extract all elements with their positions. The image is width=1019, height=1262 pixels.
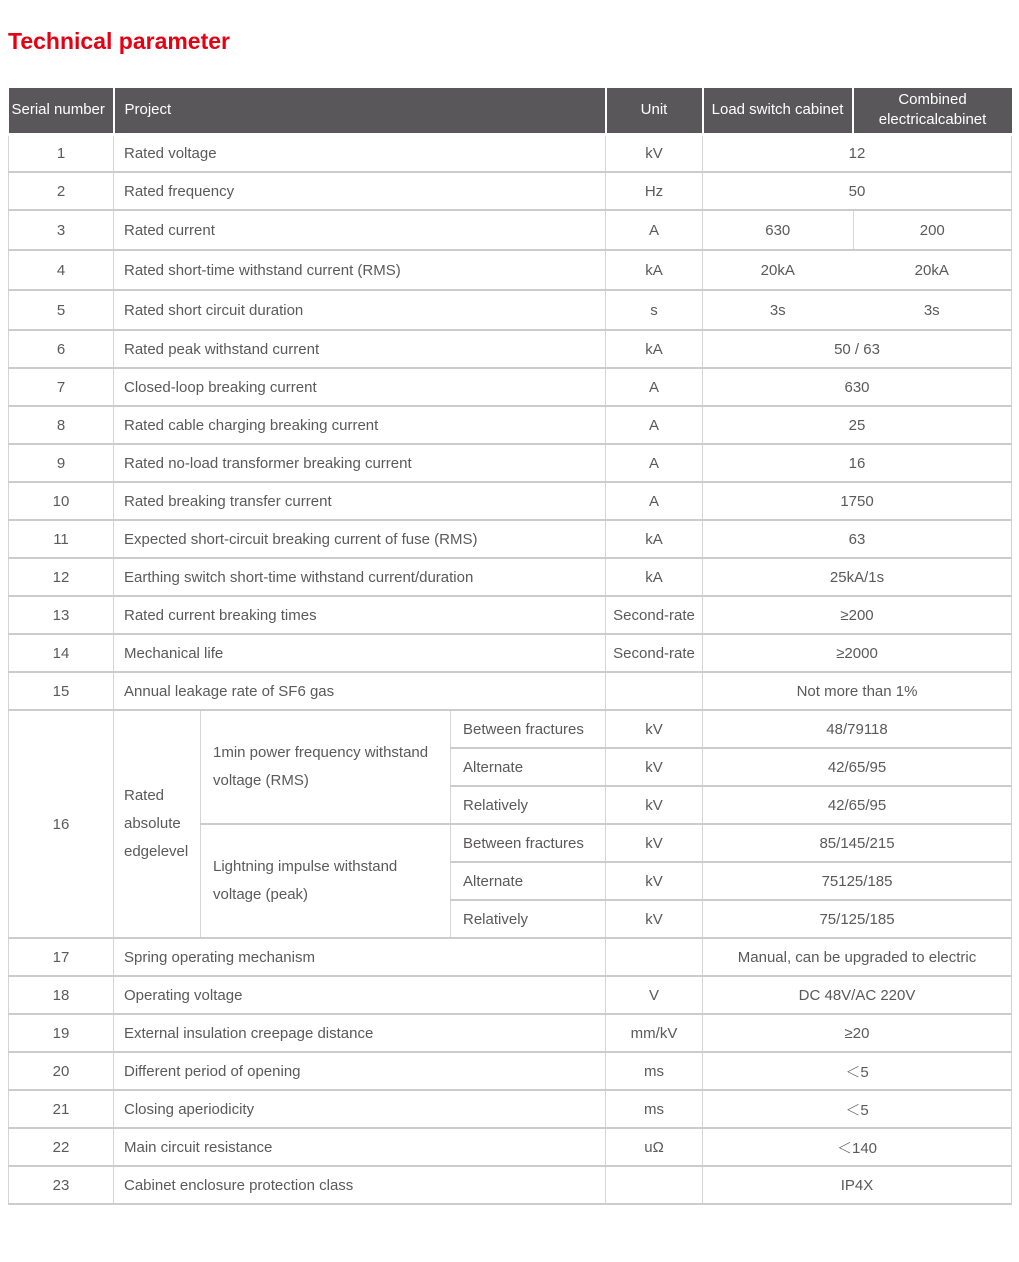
- serial-cell: 15: [9, 672, 114, 710]
- value-cell: 48/79118: [703, 710, 1012, 748]
- value-cell: 75125/185: [703, 862, 1012, 900]
- project-cell: Rated short circuit duration: [114, 290, 606, 330]
- unit-cell: A: [606, 368, 703, 406]
- table-header-row: [9, 88, 1012, 134]
- serial-cell: 2: [9, 172, 114, 210]
- value-cell: 25: [703, 406, 1012, 444]
- value-cell: DC 48V/AC 220V: [703, 976, 1012, 1014]
- unit-cell: A: [606, 406, 703, 444]
- table-row: [9, 250, 1012, 290]
- project-cell: Operating voltage: [114, 976, 606, 1014]
- table-row: [9, 634, 1012, 672]
- row16-sub-name: Relatively: [451, 786, 606, 824]
- project-cell: Main circuit resistance: [114, 1128, 606, 1166]
- table-row-16: [9, 710, 1012, 748]
- project-cell: Rated current: [114, 210, 606, 250]
- project-cell: Closing aperiodicity: [114, 1090, 606, 1128]
- serial-cell: 9: [9, 444, 114, 482]
- table-row: [9, 172, 1012, 210]
- serial-cell: 5: [9, 290, 114, 330]
- value-cell: 75/125/185: [703, 900, 1012, 938]
- row16-sub-name: Between fractures: [451, 710, 606, 748]
- project-cell: Rated current breaking times: [114, 596, 606, 634]
- value-split: [703, 211, 1011, 249]
- row16-sub-name: Alternate: [451, 862, 606, 900]
- value-cell: 85/145/215: [703, 824, 1012, 862]
- unit-cell: Hz: [606, 172, 703, 210]
- unit-cell: [606, 938, 703, 976]
- serial-cell: 10: [9, 482, 114, 520]
- table-row: [9, 482, 1012, 520]
- serial-cell: 4: [9, 250, 114, 290]
- value-cell: ≥200: [703, 596, 1012, 634]
- technical-parameter-table: [8, 88, 1012, 1205]
- unit-cell: kA: [606, 330, 703, 368]
- value-cell: 12: [703, 134, 1012, 172]
- unit-cell: mm/kV: [606, 1014, 703, 1052]
- row16-sub-name: Relatively: [451, 900, 606, 938]
- project-cell: Spring operating mechanism: [114, 938, 606, 976]
- value-load-switch: 3s: [769, 301, 786, 319]
- value-combined: 3s: [923, 301, 940, 319]
- project-cell: Closed-loop breaking current: [114, 368, 606, 406]
- value-cell: 1750: [703, 482, 1012, 520]
- table-row: [9, 210, 1012, 250]
- value-split-cell: [703, 210, 1012, 250]
- value-cell: Manual, can be upgraded to electric: [703, 938, 1012, 976]
- serial-cell: 17: [9, 938, 114, 976]
- unit-cell: ms: [606, 1052, 703, 1090]
- value-cell: 42/65/95: [703, 786, 1012, 824]
- unit-cell: kV: [606, 748, 703, 786]
- value-load-switch: 20kA: [760, 261, 795, 279]
- project-cell: Earthing switch short-time withstand current/duration: [114, 558, 606, 596]
- value-cell: Not more than 1%: [703, 672, 1012, 710]
- serial-cell: 21: [9, 1090, 114, 1128]
- table-row: [9, 290, 1012, 330]
- unit-cell: uΩ: [606, 1128, 703, 1166]
- header-combined-electrical-cabinet: Combined electricalcabinet: [853, 88, 1012, 134]
- value-cell: 63: [703, 520, 1012, 558]
- unit-cell: A: [606, 444, 703, 482]
- header-project: Project: [114, 88, 606, 134]
- unit-cell: kV: [606, 786, 703, 824]
- value-cell: 42/65/95: [703, 748, 1012, 786]
- value-split-cell: [703, 290, 1012, 330]
- serial-cell: 8: [9, 406, 114, 444]
- project-cell: Rated no-load transformer breaking current: [114, 444, 606, 482]
- unit-cell: [606, 672, 703, 710]
- serial-cell: 6: [9, 330, 114, 368]
- unit-cell: A: [606, 210, 703, 250]
- header-unit: Unit: [606, 88, 703, 134]
- unit-cell: kA: [606, 558, 703, 596]
- table-row: [9, 1052, 1012, 1090]
- serial-cell: 3: [9, 210, 114, 250]
- table-row: [9, 938, 1012, 976]
- value-cell: 16: [703, 444, 1012, 482]
- project-cell: External insulation creepage distance: [114, 1014, 606, 1052]
- table-row: [9, 596, 1012, 634]
- table-row: [9, 1090, 1012, 1128]
- unit-cell: A: [606, 482, 703, 520]
- project-cell: Rated voltage: [114, 134, 606, 172]
- value-split: [703, 251, 1011, 289]
- value-load-switch: 630: [765, 221, 791, 239]
- project-cell: Different period of opening: [114, 1052, 606, 1090]
- row16-sub-name: Between fractures: [451, 824, 606, 862]
- serial-cell: 13: [9, 596, 114, 634]
- value-cell: 50 / 63: [703, 330, 1012, 368]
- serial-cell: 1: [9, 134, 114, 172]
- project-cell: Expected short-circuit breaking current of fuse (RMS): [114, 520, 606, 558]
- table-row: [9, 134, 1012, 172]
- row16-subgroup-label: 1min power frequency withstand voltage (RMS): [201, 710, 451, 824]
- serial-cell: 20: [9, 1052, 114, 1090]
- project-cell: Cabinet enclosure protection class: [114, 1166, 606, 1204]
- serial-cell: 19: [9, 1014, 114, 1052]
- serial-cell: 11: [9, 520, 114, 558]
- page-title: Technical parameter: [8, 28, 231, 54]
- value-split: [703, 291, 1011, 329]
- table-row: [9, 1166, 1012, 1204]
- serial-cell: 16: [9, 710, 114, 938]
- value-combined: 20kA: [914, 261, 949, 279]
- unit-cell: kA: [606, 520, 703, 558]
- project-cell: Rated cable charging breaking current: [114, 406, 606, 444]
- unit-cell: kV: [606, 824, 703, 862]
- table-row: [9, 1014, 1012, 1052]
- row16-sub-name: Alternate: [451, 748, 606, 786]
- project-cell: Rated peak withstand current: [114, 330, 606, 368]
- table-row: [9, 672, 1012, 710]
- unit-cell: [606, 1166, 703, 1204]
- project-cell: Rated breaking transfer current: [114, 482, 606, 520]
- table-row: [9, 330, 1012, 368]
- unit-cell: kV: [606, 710, 703, 748]
- serial-cell: 18: [9, 976, 114, 1014]
- value-cell: ≥20: [703, 1014, 1012, 1052]
- unit-cell: kV: [606, 900, 703, 938]
- table-row: [9, 406, 1012, 444]
- table-row: [9, 368, 1012, 406]
- table-row: [9, 444, 1012, 482]
- serial-cell: 22: [9, 1128, 114, 1166]
- value-cell: ＜5: [703, 1090, 1012, 1128]
- table-row: [9, 520, 1012, 558]
- unit-cell: ms: [606, 1090, 703, 1128]
- value-combined: 200: [853, 211, 1011, 249]
- unit-cell: s: [606, 290, 703, 330]
- unit-cell: Second-rate: [606, 596, 703, 634]
- project-cell: Rated short-time withstand current (RMS): [114, 250, 606, 290]
- serial-cell: 23: [9, 1166, 114, 1204]
- serial-cell: 14: [9, 634, 114, 672]
- serial-cell: 12: [9, 558, 114, 596]
- table-row: [9, 1128, 1012, 1166]
- project-cell: Mechanical life: [114, 634, 606, 672]
- row16-subgroup-label: Lightning impulse withstand voltage (peak): [201, 824, 451, 938]
- value-cell: 630: [703, 368, 1012, 406]
- unit-cell: V: [606, 976, 703, 1014]
- unit-cell: kV: [606, 134, 703, 172]
- header-load-switch-cabinet: Load switch cabinet: [703, 88, 853, 134]
- value-split-cell: [703, 250, 1012, 290]
- table-row: [9, 976, 1012, 1014]
- unit-cell: kA: [606, 250, 703, 290]
- value-cell: ＜5: [703, 1052, 1012, 1090]
- value-cell: 50: [703, 172, 1012, 210]
- project-cell: Annual leakage rate of SF6 gas: [114, 672, 606, 710]
- unit-cell: kV: [606, 862, 703, 900]
- unit-cell: Second-rate: [606, 634, 703, 672]
- header-serial-number: Serial number: [9, 88, 114, 134]
- table-row: [9, 558, 1012, 596]
- value-cell: IP4X: [703, 1166, 1012, 1204]
- value-cell: 25kA/1s: [703, 558, 1012, 596]
- value-cell: ≥2000: [703, 634, 1012, 672]
- project-cell: Rated frequency: [114, 172, 606, 210]
- value-cell: ＜140: [703, 1128, 1012, 1166]
- row16-group-label: Rated absolute edgelevel: [114, 710, 201, 938]
- serial-cell: 7: [9, 368, 114, 406]
